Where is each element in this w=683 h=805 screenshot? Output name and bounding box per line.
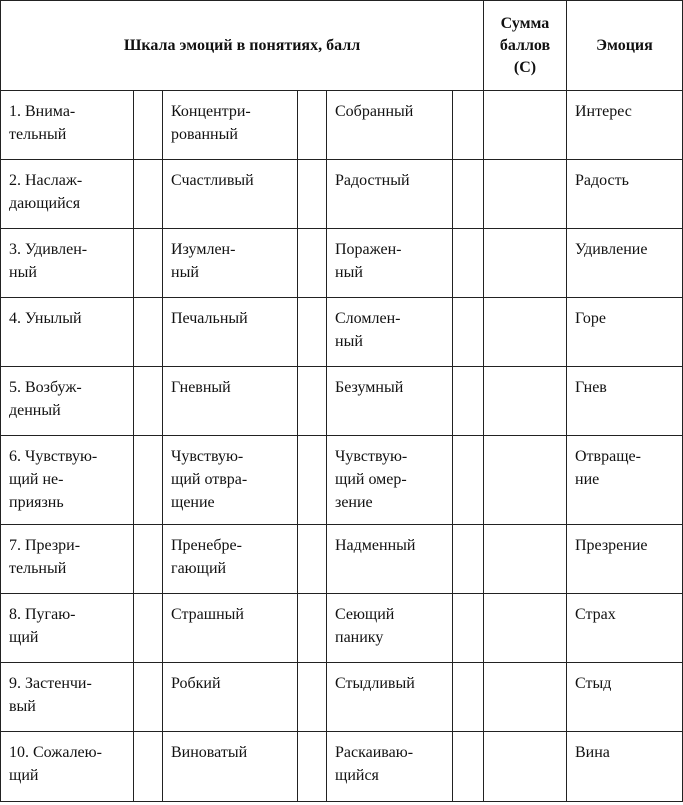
adjective-level-2-cell-text: Страшный — [171, 606, 244, 623]
score-cell-3 — [453, 91, 484, 160]
score-cell-3 — [453, 229, 484, 298]
emotion-cell — [567, 298, 683, 367]
adjective-level-3-cell — [327, 229, 453, 298]
sum-cell — [484, 160, 567, 229]
emotion-cell-text: Удивление — [575, 241, 648, 258]
emotion-cell-text: Интерес — [575, 103, 632, 120]
score-cell-2 — [298, 367, 327, 436]
score-cell-2 — [298, 663, 327, 732]
table-row — [1, 732, 683, 802]
adjective-level-3-cell — [327, 594, 453, 663]
score-cell-3 — [453, 298, 484, 367]
adjective-level-2-cell-text: Печальный — [171, 310, 248, 327]
score-cell-1 — [134, 367, 163, 436]
score-cell-3 — [453, 525, 484, 594]
emotion-cell-text: Презрение — [575, 537, 648, 554]
score-cell-2 — [298, 525, 327, 594]
adjective-level-3-cell-text: Безумный — [335, 379, 404, 396]
adjective-level-1-cell-text: 1. Внима- тельный — [9, 103, 76, 143]
score-cell-2 — [298, 732, 327, 802]
adjective-level-3-cell — [327, 367, 453, 436]
table-row — [1, 367, 683, 436]
sum-cell — [484, 525, 567, 594]
emotion-cell-text: Радость — [575, 172, 629, 189]
table-row — [1, 594, 683, 663]
adjective-level-2-cell — [163, 367, 298, 436]
scale-header: Шкала эмоций в понятиях, балл — [1, 1, 484, 91]
table-row — [1, 663, 683, 732]
adjective-level-3-cell-text: Раскаиваю- щийся — [335, 744, 414, 784]
table-body — [1, 91, 683, 802]
adjective-level-1-cell-text: 3. Удивлен- ный — [9, 241, 88, 281]
adjective-level-2-cell-text: Гневный — [171, 379, 231, 396]
adjective-level-2-cell — [163, 525, 298, 594]
adjective-level-1-cell — [1, 594, 134, 663]
adjective-level-1-cell — [1, 663, 134, 732]
adjective-level-3-cell — [327, 663, 453, 732]
score-cell-2 — [298, 160, 327, 229]
adjective-level-3-cell-text: Стыдливый — [335, 675, 415, 692]
emotion-cell-text: Вина — [575, 744, 610, 761]
emotion-cell — [567, 91, 683, 160]
header-row — [1, 1, 683, 91]
score-cell-2 — [298, 229, 327, 298]
adjective-level-2-cell-text: Чувствую- щий отвра- щение — [171, 448, 248, 511]
adjective-level-2-cell-text: Концентри- рованный — [171, 103, 251, 143]
adjective-level-2-cell-text: Пренебре- гающий — [171, 537, 242, 577]
adjective-level-3-cell — [327, 160, 453, 229]
adjective-level-2-cell-text: Изумлен- ный — [171, 241, 236, 281]
adjective-level-2-cell — [163, 594, 298, 663]
emotion-cell — [567, 663, 683, 732]
sum-cell — [484, 91, 567, 160]
sum-cell — [484, 732, 567, 802]
score-cell-1 — [134, 594, 163, 663]
emotion-cell-text: Отвраще- ние — [575, 448, 641, 488]
adjective-level-1-cell-text: 4. Унылый — [9, 310, 82, 327]
table-row — [1, 298, 683, 367]
score-cell-3 — [453, 436, 484, 525]
adjective-level-1-cell — [1, 367, 134, 436]
score-cell-2 — [298, 91, 327, 160]
adjective-level-3-cell-text: Надменный — [335, 537, 416, 554]
adjective-level-1-cell — [1, 229, 134, 298]
adjective-level-3-cell-text: Сломлен- ный — [335, 310, 401, 350]
emotion-header: Эмоция — [567, 1, 683, 91]
score-cell-3 — [453, 663, 484, 732]
adjective-level-2-cell-text: Робкий — [171, 675, 221, 692]
adjective-level-1-cell-text: 6. Чувствую- щий не- приязнь — [9, 448, 98, 511]
adjective-level-1-cell-text: 10. Сожалею- щий — [9, 744, 102, 784]
adjective-level-1-cell-text: 9. Застенчи- вый — [9, 675, 92, 715]
sum-cell — [484, 594, 567, 663]
adjective-level-2-cell — [163, 732, 298, 802]
adjective-level-2-cell — [163, 91, 298, 160]
adjective-level-1-cell — [1, 732, 134, 802]
table-row — [1, 525, 683, 594]
adjective-level-1-cell-text: 5. Возбуж- денный — [9, 379, 82, 419]
score-cell-2 — [298, 436, 327, 525]
emotion-cell-text: Гнев — [575, 379, 607, 396]
adjective-level-2-cell — [163, 298, 298, 367]
score-cell-2 — [298, 594, 327, 663]
table-row — [1, 91, 683, 160]
adjective-level-1-cell — [1, 525, 134, 594]
score-cell-3 — [453, 160, 484, 229]
adjective-level-1-cell-text: 2. Наслаж- дающийся — [9, 172, 83, 212]
emotion-cell — [567, 160, 683, 229]
score-cell-2 — [298, 298, 327, 367]
sum-cell — [484, 298, 567, 367]
table-row — [1, 160, 683, 229]
adjective-level-2-cell-text: Счастливый — [171, 172, 254, 189]
adjective-level-3-cell — [327, 525, 453, 594]
table-row — [1, 229, 683, 298]
emotion-cell — [567, 525, 683, 594]
adjective-level-3-cell — [327, 298, 453, 367]
adjective-level-3-cell-text: Поражен- ный — [335, 241, 402, 281]
emotion-cell — [567, 367, 683, 436]
emotion-cell-text: Страх — [575, 606, 616, 623]
adjective-level-3-cell-text: Чувствую- щий омер- зение — [335, 448, 408, 511]
emotion-cell-text: Горе — [575, 310, 606, 327]
adjective-level-3-cell-text: Радостный — [335, 172, 410, 189]
sum-cell — [484, 436, 567, 525]
adjective-level-1-cell-text: 8. Пугаю- щий — [9, 606, 76, 646]
score-cell-1 — [134, 732, 163, 802]
emotion-cell-text: Стыд — [575, 675, 612, 692]
score-cell-1 — [134, 298, 163, 367]
adjective-level-2-cell-text: Виноватый — [171, 744, 248, 761]
adjective-level-3-cell-text: Сеющий панику — [335, 606, 395, 646]
emotion-cell — [567, 436, 683, 525]
score-cell-1 — [134, 436, 163, 525]
table-row — [1, 436, 683, 525]
adjective-level-2-cell — [163, 160, 298, 229]
sum-cell — [484, 229, 567, 298]
score-cell-3 — [453, 594, 484, 663]
sum-header: Сумма баллов (С) — [484, 1, 567, 91]
score-cell-1 — [134, 229, 163, 298]
adjective-level-3-cell — [327, 436, 453, 525]
score-cell-3 — [453, 732, 484, 802]
adjective-level-1-cell — [1, 160, 134, 229]
score-cell-1 — [134, 663, 163, 732]
emotion-cell — [567, 732, 683, 802]
emotion-cell — [567, 229, 683, 298]
adjective-level-1-cell-text: 7. Презри- тельный — [9, 537, 81, 577]
sum-cell — [484, 663, 567, 732]
adjective-level-3-cell — [327, 91, 453, 160]
adjective-level-1-cell — [1, 298, 134, 367]
adjective-level-2-cell — [163, 663, 298, 732]
sum-cell — [484, 367, 567, 436]
score-cell-1 — [134, 91, 163, 160]
emotion-cell — [567, 594, 683, 663]
adjective-level-3-cell-text: Собранный — [335, 103, 414, 120]
adjective-level-1-cell — [1, 436, 134, 525]
score-cell-1 — [134, 525, 163, 594]
score-cell-1 — [134, 160, 163, 229]
adjective-level-2-cell — [163, 229, 298, 298]
adjective-level-1-cell — [1, 91, 134, 160]
adjective-level-3-cell — [327, 732, 453, 802]
adjective-level-2-cell — [163, 436, 298, 525]
score-cell-3 — [453, 367, 484, 436]
